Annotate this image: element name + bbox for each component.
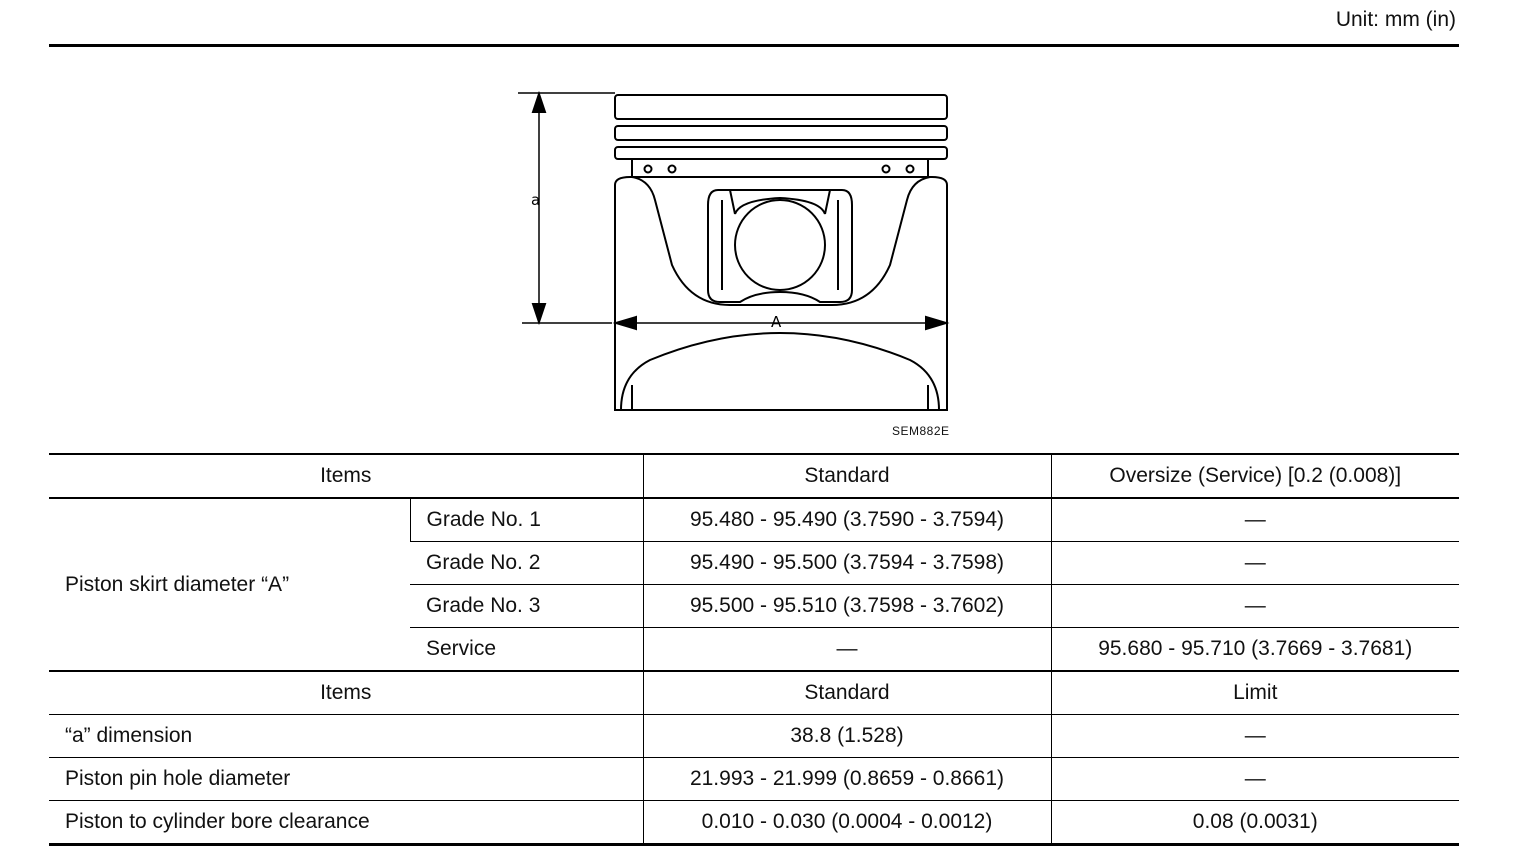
top-rule — [49, 44, 1459, 47]
figure-code: SEM882E — [892, 424, 950, 438]
unit-label: Unit: mm (in) — [1335, 8, 1456, 31]
sub-item: Grade No. 1 — [410, 498, 643, 542]
standard-value: 38.8 (1.528) — [643, 715, 1051, 758]
sub-item: Grade No. 3 — [410, 585, 643, 628]
dimension-A-label: A — [771, 313, 782, 331]
other-value: 95.680 - 95.710 (3.7669 - 3.7681) — [1051, 628, 1459, 672]
header-oversize: Oversize (Service) [0.2 (0.008)] — [1051, 454, 1459, 498]
item-label: Piston to cylinder bore clearance — [49, 801, 643, 845]
standard-value: 95.480 - 95.490 (3.7590 - 3.7594) — [643, 498, 1051, 542]
table-header-row — [49, 454, 1459, 498]
table-row — [49, 715, 1459, 758]
table-header-row — [49, 671, 1459, 715]
standard-value: — — [643, 628, 1051, 672]
limit-value: 0.08 (0.0031) — [1051, 801, 1459, 845]
piston-diagram — [500, 82, 970, 422]
table-row — [49, 498, 1459, 542]
limit-value: — — [1051, 715, 1459, 758]
table-row — [49, 758, 1459, 801]
item-label: “a” dimension — [49, 715, 643, 758]
item-label: Piston pin hole diameter — [49, 758, 643, 801]
standard-value: 0.010 - 0.030 (0.0004 - 0.0012) — [643, 801, 1051, 845]
standard-value: 95.500 - 95.510 (3.7598 - 3.7602) — [643, 585, 1051, 628]
dimension-a-label: a — [531, 191, 541, 209]
sub-item: Service — [410, 628, 643, 672]
other-value: — — [1051, 498, 1459, 542]
header-standard: Standard — [643, 671, 1051, 715]
standard-value: 21.993 - 21.999 (0.8659 - 0.8661) — [643, 758, 1051, 801]
header-items: Items — [49, 454, 643, 498]
limit-value: — — [1051, 758, 1459, 801]
standard-value: 95.490 - 95.500 (3.7594 - 3.7598) — [643, 542, 1051, 585]
sub-item: Grade No. 2 — [410, 542, 643, 585]
group-label: Piston skirt diameter “A” — [49, 498, 410, 671]
header-standard: Standard — [643, 454, 1051, 498]
other-value: — — [1051, 542, 1459, 585]
header-limit: Limit — [1051, 671, 1459, 715]
table-row — [49, 801, 1459, 845]
specification-table — [49, 453, 1459, 846]
other-value: — — [1051, 585, 1459, 628]
header-items: Items — [49, 671, 643, 715]
